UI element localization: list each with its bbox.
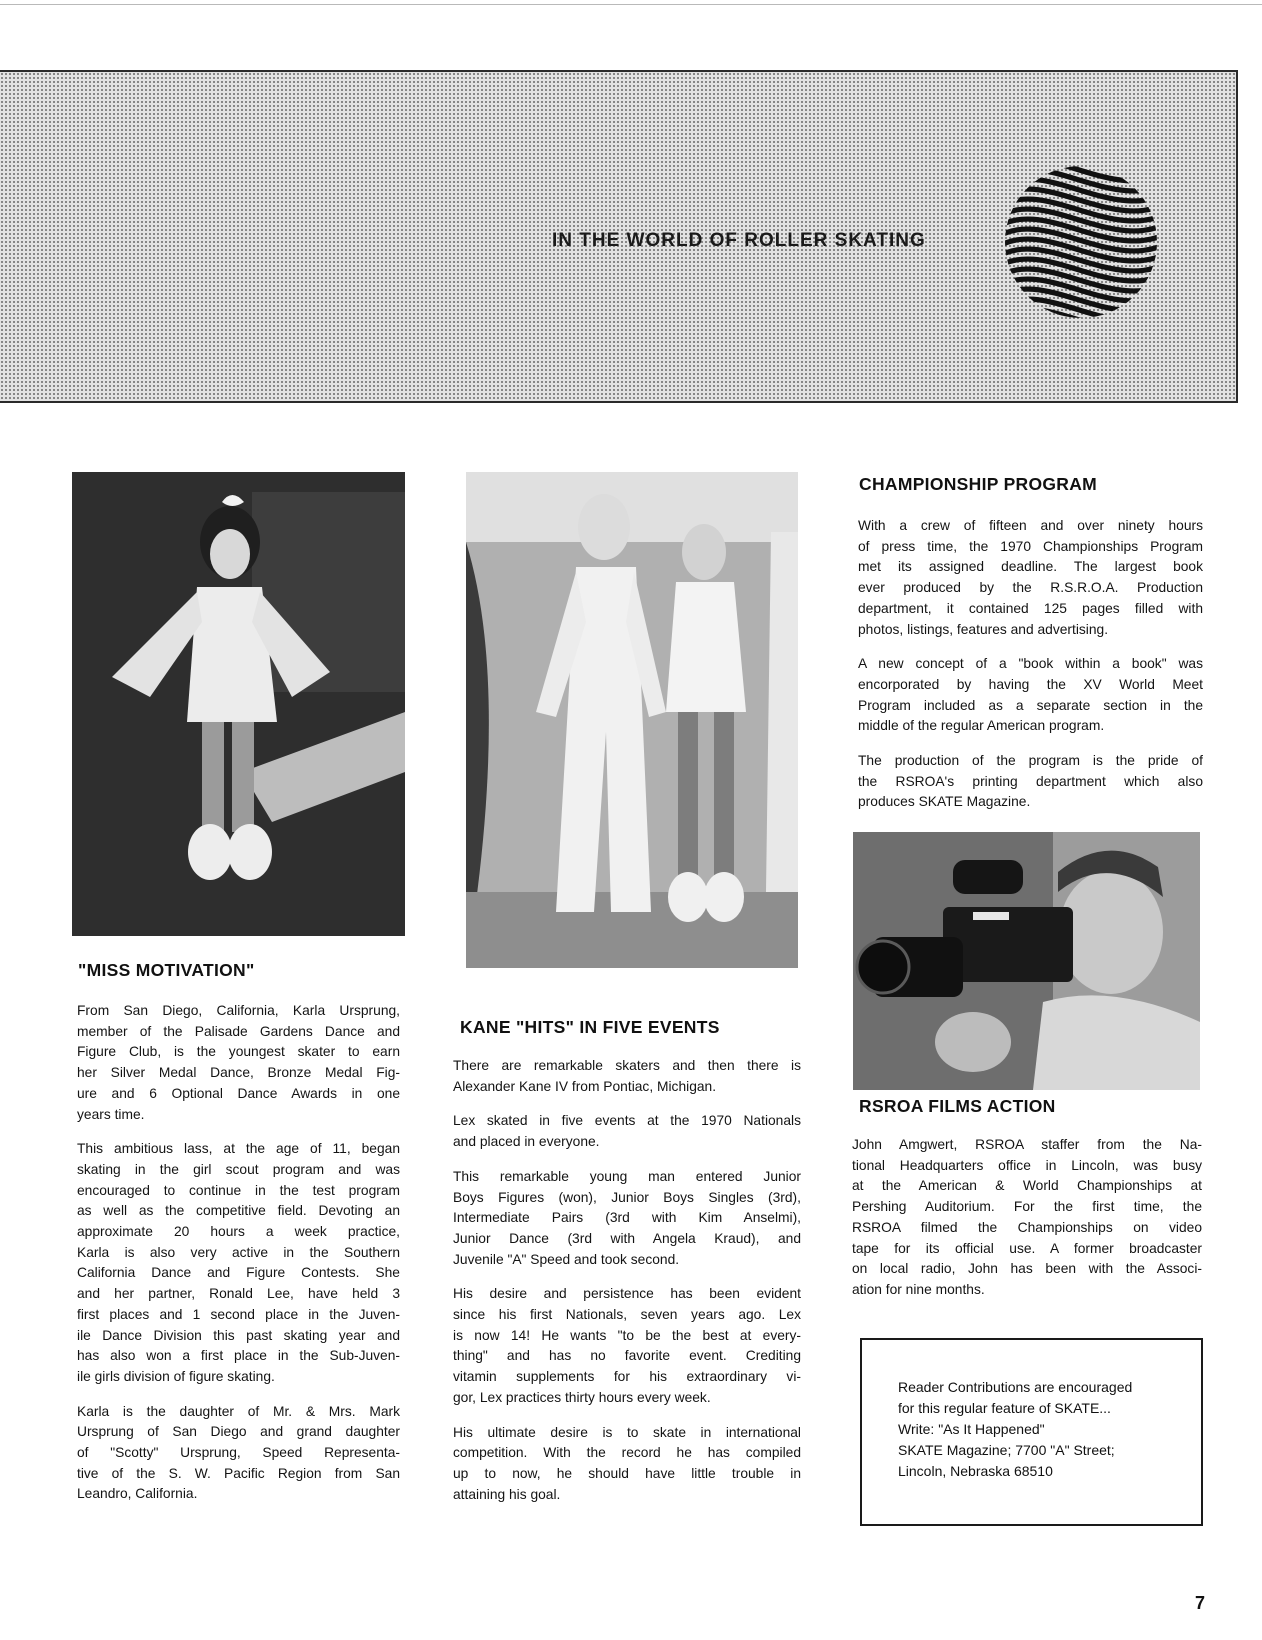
- films-paragraph-1: John Amgwert, RSROA staffer from the Na- tional Headquarters office in Lincoln, was busy at the American & World Championships at Pershing Auditorium. For the first time, the RSROA filmed the Championships on video tape for its official use. A former broadcaster on local radio, John has been with the Associ- ation for nine months.: [852, 1137, 1202, 1297]
- kane-paragraph-5: His ultimate desire is to skate in international competition. With the record he has compiled up to now, he should have little trouble in attaining his goal.: [453, 1424, 801, 1502]
- kane-paragraph-2: Lex skated in five events at the 1970 Nationals and placed in everyone.: [453, 1113, 801, 1150]
- banner-title: IN THE WORLD OF ROLLER SKATING: [552, 230, 926, 251]
- section-banner: [0, 70, 1238, 403]
- heading-kane-hits: KANE "HITS" IN FIVE EVENTS: [460, 1017, 720, 1037]
- contributions-line: Reader Contributions are encouraged: [898, 1379, 1133, 1395]
- contributions-line: SKATE Magazine; 7700 "A" Street;: [898, 1442, 1115, 1458]
- contributions-line: Write: "As It Happened": [898, 1421, 1045, 1437]
- kane-paragraph-4: His desire and persistence has been evident since his first Nationals, seven years ago. Lex is now 14! He wants "to be the best at every- thing" and has no favorite event. Crediting vitamin supplements for his extraordinary vi- gor, Lex practices thirty hours every week.: [453, 1286, 801, 1405]
- page-number: 7: [1195, 1593, 1206, 1613]
- heading-rsroa-films-action: RSROA FILMS ACTION: [859, 1096, 1056, 1116]
- heading-miss-motivation: "MISS MOTIVATION": [78, 960, 255, 980]
- reader-contributions-box: [860, 1338, 1203, 1526]
- photo-alexander-kane: [466, 472, 798, 968]
- reader-contributions-text: [898, 1377, 1132, 1482]
- article-miss-motivation-body: [77, 1001, 400, 1505]
- article-kane-body: [453, 1056, 801, 1505]
- championship-paragraph-3: The production of the program is the pride of the RSROA's printing department which also produces SKATE Magazine.: [858, 753, 1203, 810]
- contributions-line: Lincoln, Nebraska 68510: [898, 1463, 1053, 1479]
- photo-john-amgwert-camera: [853, 832, 1200, 1090]
- kane-paragraph-1: There are remarkable skaters and then there is Alexander Kane IV from Pontiac, Michigan.: [453, 1058, 801, 1094]
- article-championship-body: [858, 516, 1203, 813]
- photo-karla-ursprung: [72, 472, 405, 936]
- championship-paragraph-1: With a crew of fifteen and over ninety hours of press time, the 1970 Championships Program met its assigned deadline. The largest book ever produced by the R.S.R.O.A. Production department, it contained 125 pages filled with photos, listings, features and advertising.: [858, 518, 1203, 637]
- top-scan-line: [0, 4, 1262, 5]
- article-films-body: [852, 1135, 1202, 1301]
- miss-motivation-paragraph-1: From San Diego, California, Karla Ursprung, member of the Palisade Gardens Dance and Figure Club, is the youngest skater to earn her Silver Medal Dance, Bronze Medal Fig- ure and 6 Optional Dance Awards in one years time.: [77, 1003, 400, 1122]
- kane-paragraph-3: This remarkable young man entered Junior Boys Figures (won), Junior Boys Singles (3rd), Intermediate Pairs (3rd with Kim Anselmi), Junior Dance (3rd with Angela Kraud), and Juvenile "A" Speed and took second.: [453, 1168, 801, 1267]
- heading-championship-program: CHAMPIONSHIP PROGRAM: [859, 474, 1098, 494]
- miss-motivation-paragraph-2: This ambitious lass, at the age of 11, began skating in the girl scout program and was encouraged to continue in the test program as well as the competitive field. Devoting an approximate 20 hours a week practice, Karla is also very active in the Southern California Dance and Figure Contests. She and her partner, Ronald Lee, have held 3 first places and 1 second place in the Juven- ile Dance Division this past skating year and has also won a first place in the Sub-Juven- ile girls division of figure skating.: [77, 1141, 400, 1384]
- contributions-line: for this regular feature of SKATE...: [898, 1400, 1111, 1416]
- championship-paragraph-2: A new concept of a "book within a book" was encorporated by having the XV World Meet Program included as a separate section in the middle of the regular American program.: [858, 656, 1203, 734]
- wave-sphere-logo: [1003, 164, 1159, 320]
- miss-motivation-paragraph-3: Karla is the daughter of Mr. & Mrs. Mark Ursprung of San Diego and grand daughter of "Scotty" Ursprung, Speed Representa- tive of the S. W. Pacific Region from San Leandro, California.: [77, 1403, 400, 1502]
